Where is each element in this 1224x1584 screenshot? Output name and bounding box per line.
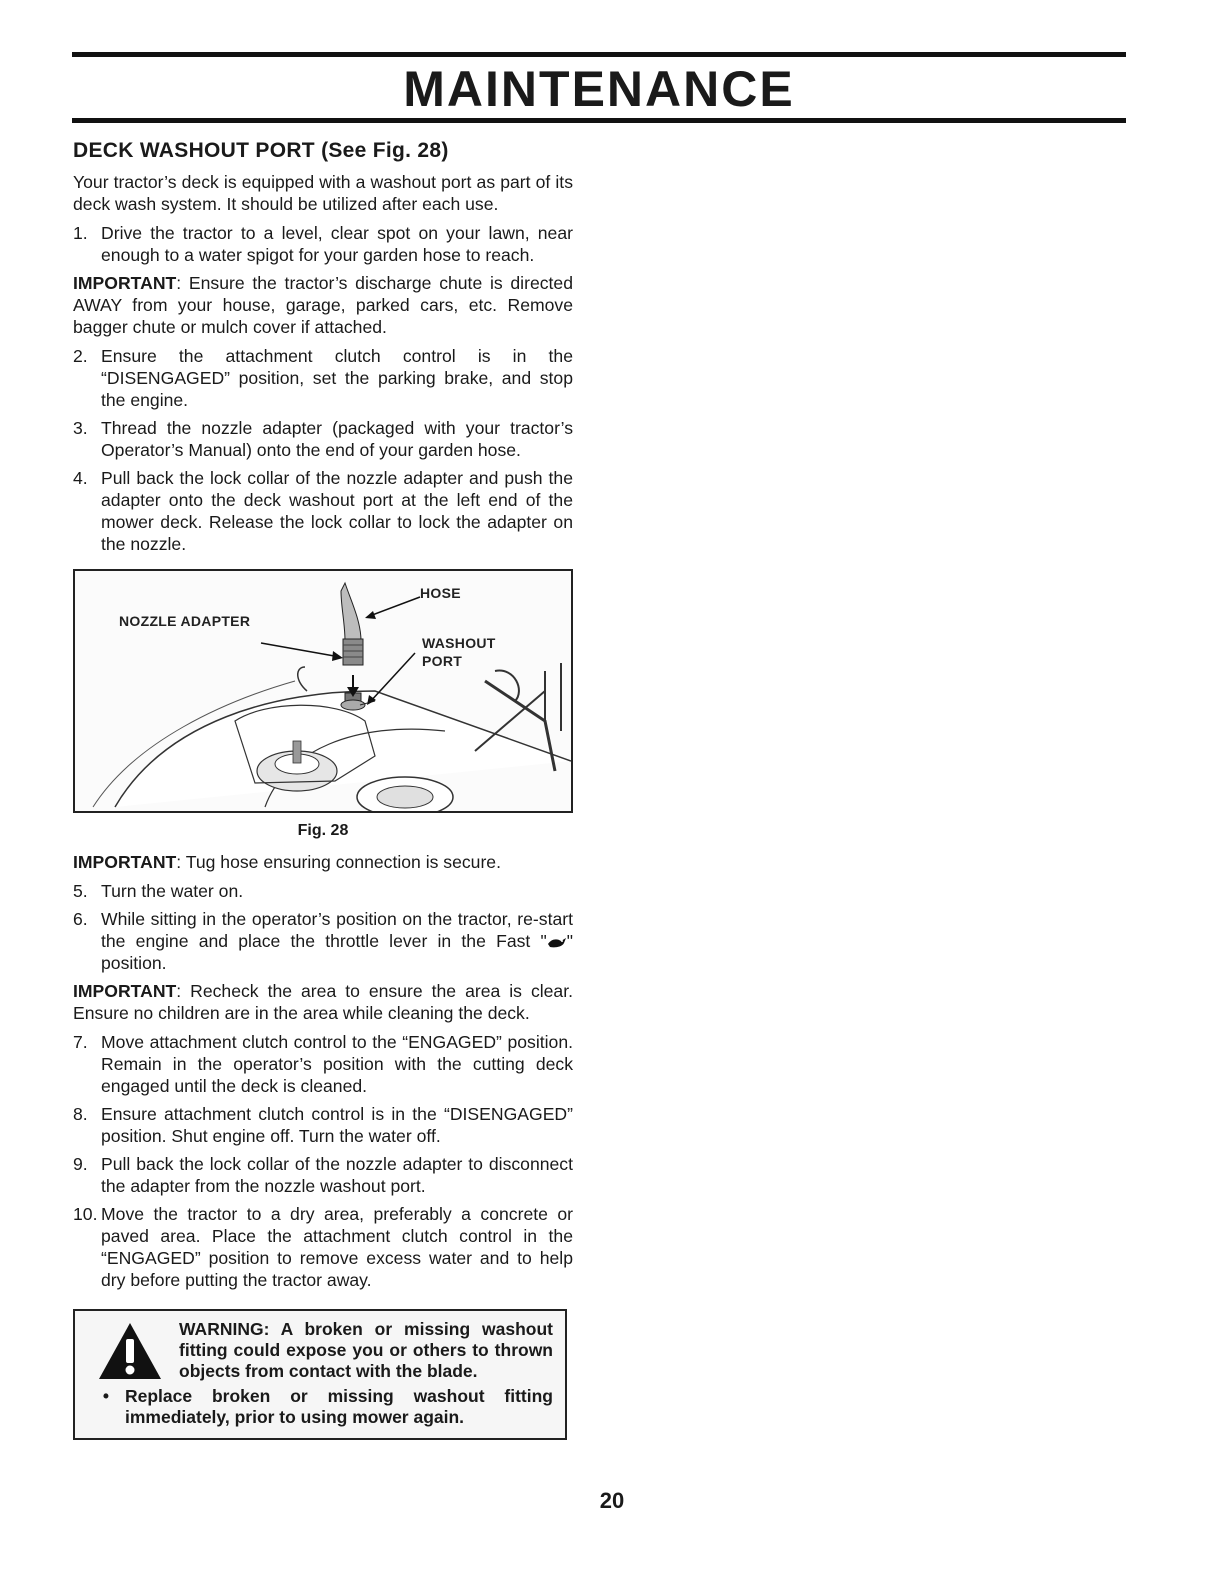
step-number: 8. [73,1104,88,1124]
label-port: PORT [422,653,463,669]
step-text: Turn the water on. [101,881,244,901]
warning-bullet-text: Replace broken or missing washout fitting immediately, prior to using mower again. [125,1386,553,1427]
step-number: 7. [73,1032,88,1052]
list-item [73,880,573,902]
important-label: IMPORTANT [73,852,177,872]
steps-list-b [73,345,573,555]
important-note-1 [73,272,573,338]
label-washout: WASHOUT [422,635,496,651]
intro-paragraph: Your tractor’s deck is equipped with a washout port as part of its deck wash system. It should be utilized after each use. [73,172,573,214]
important-note-3 [73,980,573,1024]
step-text: Move the tractor to a dry area, preferably a concrete or paved area. Place the attachment clutch control in the “ENGAGED” position to remove excess water and to help dry before putting the tractor away. [101,1204,573,1290]
step-number: 9. [73,1154,88,1174]
step-number: 4. [73,468,88,488]
header-rule-bottom [72,118,1126,123]
step-text: Move attachment clutch control to the “ENGAGED” position. Remain in the operator’s position with the cutting deck engaged until the deck is cleaned. [101,1032,573,1096]
steps-list-a [73,222,573,266]
list-item [73,345,573,411]
list-item [73,1031,573,1097]
important-text: : Ensure the tractor’s discharge chute is directed AWAY from your house, garage, parked cars, etc. Remove bagger chute or mulch cover if attached. [73,273,573,337]
steps-list-d [73,1031,573,1291]
steps-list-c [73,880,573,974]
step-number: 6. [73,909,88,929]
step-number: 3. [73,418,88,438]
important-note-2 [73,851,573,873]
step-text: Ensure attachment clutch control is in the “DISENGAGED” position. Shut engine off. Turn the water off. [101,1104,573,1146]
list-item [73,1203,573,1291]
list-item [73,222,573,266]
list-item [73,467,573,555]
step-text: Pull back the lock collar of the nozzle adapter and push the adapter onto the deck washout port at the left end of the mower deck. Release the lock collar to lock the adapter on the nozzle. [101,468,573,554]
step-number: 10. [73,1204,98,1224]
figure-28-illustration [73,569,573,813]
step-number: 5. [73,881,88,901]
important-text: : Tug hose ensuring connection is secure. [176,852,501,872]
page-title: MAINTENANCE [403,61,795,117]
label-nozzle-adapter: NOZZLE ADAPTER [119,613,251,629]
step-text: Ensure the attachment clutch control is in the “DISENGAGED” position, set the parking brake, and stop the engine. [101,346,573,410]
warning-text: WARNING: A broken or missing washout fitting could expose you or others to thrown objects from contact with the blade. [179,1319,553,1381]
list-item [73,417,573,461]
label-hose: HOSE [420,585,461,601]
step-text: Thread the nozzle adapter (packaged with your tractor’s Operator’s Manual) onto the end of your garden hose. [101,418,573,460]
header-rule-top [72,52,1126,57]
step-number: 2. [73,346,88,366]
important-label: IMPORTANT [73,981,177,1001]
step-number: 1. [73,223,88,243]
step-text: Pull back the lock collar of the nozzle adapter to disconnect the adapter from the nozzle washout port. [101,1154,573,1196]
step-text [101,908,573,974]
list-item [73,908,573,974]
warning-bullet-item [87,1386,553,1428]
list-item [73,1103,573,1147]
important-text: : Recheck the area to ensure the area is clear. Ensure no children are in the area while cleaning the deck. [73,981,573,1023]
step-6-text-after: " position. [101,931,573,973]
step-text: Drive the tractor to a level, clear spot on your lawn, near enough to a water spigot for your garden hose to reach. [101,223,573,265]
list-item [73,1153,573,1197]
rabbit-fast-icon [547,935,567,949]
section-heading: DECK WASHOUT PORT (See Fig. 28) [73,139,449,162]
warning-box [73,1309,567,1440]
step-6-text-before: While sitting in the operator’s position on the tractor, re-start the engine and place the throttle lever in the Fast " [101,909,573,951]
deck-drawing [75,571,571,811]
warning-triangle-icon [97,1321,163,1381]
figure-caption: Fig. 28 [297,822,349,839]
bullet-glyph: • [102,1386,110,1406]
important-label: IMPORTANT [73,273,177,293]
page-number: 20 [599,1488,625,1513]
content-column [73,138,573,1440]
